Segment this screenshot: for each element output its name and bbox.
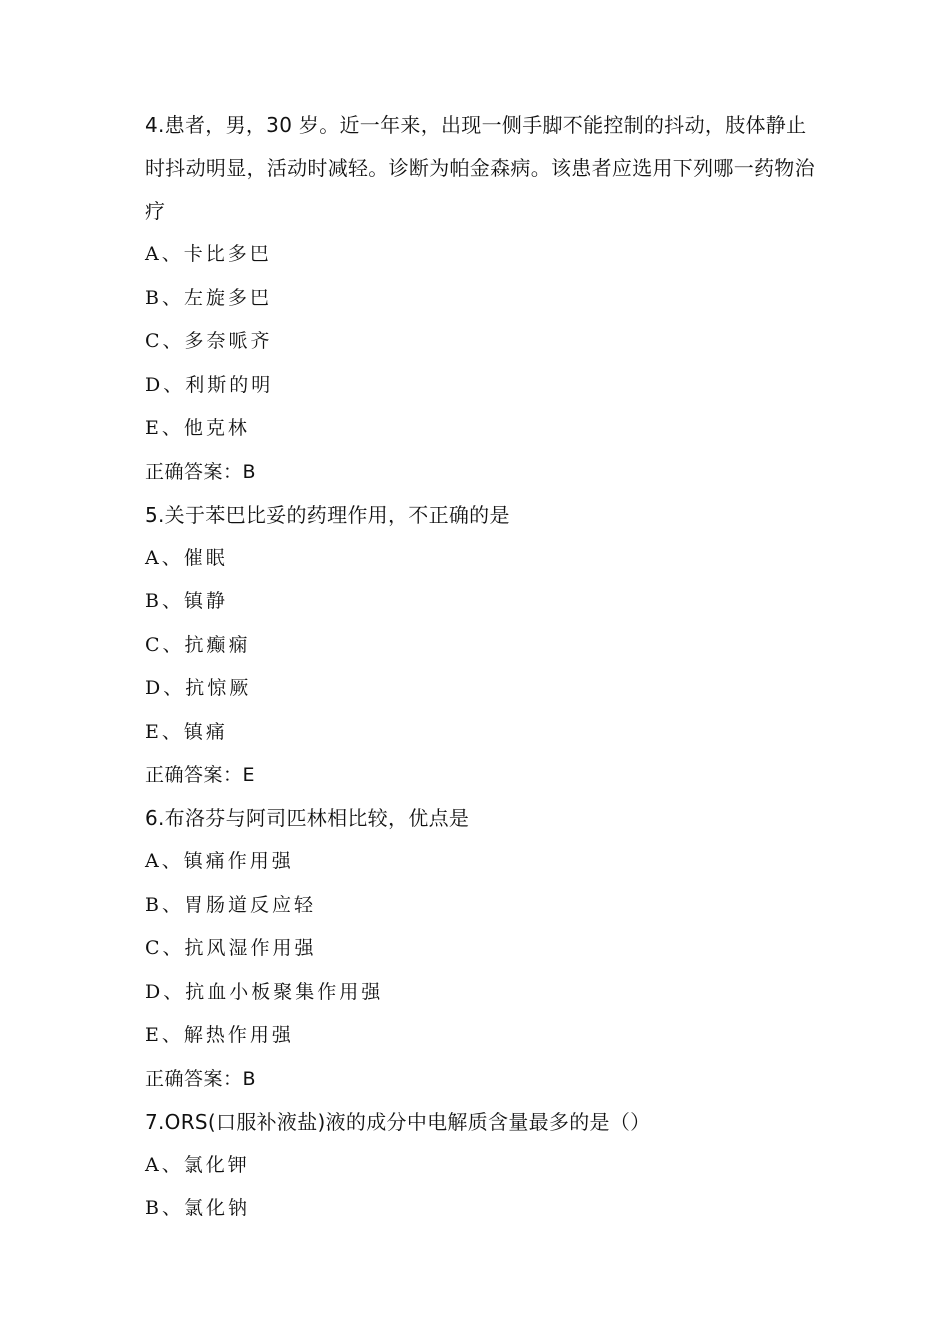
question-5 (145, 494, 815, 798)
answer-value: B (242, 460, 256, 483)
option-b: B、氯化钠 (145, 1197, 250, 1219)
option-a: A、镇痛作用强 (145, 850, 294, 872)
option-c: C、抗风湿作用强 (145, 937, 317, 959)
option-b: B、镇静 (145, 590, 228, 612)
correct-answer (145, 451, 815, 494)
question-title: 4.患者，男，30 岁。近一年来，出现一侧手脚不能控制的抖动，肢体静止时抖动明显，活动时减轻。诊断为帕金森病。该患者应选用下列哪一药物治疗 (145, 113, 815, 223)
correct-answer (145, 1058, 815, 1101)
document-page (145, 104, 815, 1231)
answer-label: 正确答案： (145, 764, 243, 786)
question-7 (145, 1101, 815, 1231)
question-title: 7.ORS(口服补液盐)液的成分中电解质含量最多的是（） (145, 1109, 651, 1134)
question-4 (145, 104, 815, 494)
option-d: D、抗惊厥 (145, 677, 252, 699)
option-b: B、胃肠道反应轻 (145, 893, 316, 916)
answer-value: E (242, 764, 255, 786)
option-d: D、抗血小板聚集作用强 (145, 980, 384, 1003)
option-a: A、卡比多巴 (145, 243, 272, 265)
option-d: D、利斯的明 (145, 373, 274, 396)
option-a: A、催眠 (145, 546, 228, 569)
correct-answer (145, 754, 815, 797)
option-c: C、多奈哌齐 (145, 330, 273, 352)
option-e: E、他克林 (145, 417, 250, 439)
option-e: E、解热作用强 (145, 1024, 294, 1046)
option-b: B、左旋多巴 (145, 286, 272, 309)
answer-value: B (242, 1067, 256, 1090)
option-c: C、抗癫痫 (145, 633, 251, 656)
question-title: 5.关于苯巴比妥的药理作用，不正确的是 (145, 502, 510, 527)
answer-label: 正确答案： (145, 460, 243, 483)
answer-label: 正确答案： (145, 1067, 243, 1090)
option-a: A、氯化钾 (145, 1153, 250, 1176)
option-e: E、镇痛 (145, 720, 228, 743)
question-title: 6.布洛芬与阿司匹林相比较，优点是 (145, 806, 470, 830)
question-6 (145, 797, 815, 1101)
